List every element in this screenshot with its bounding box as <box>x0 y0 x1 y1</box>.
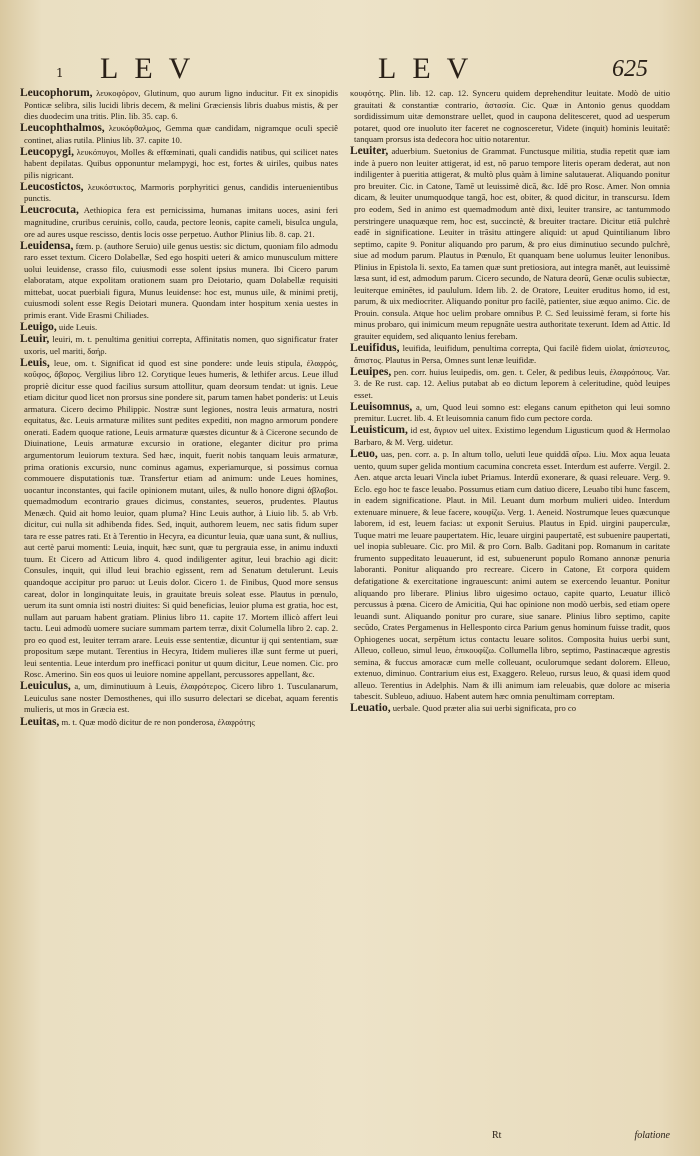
entry-headword: Leuifidus, <box>350 342 400 355</box>
entry-headword: Leuiculus, <box>20 680 71 693</box>
entry-headword: Leuo, <box>350 447 378 460</box>
page-footer <box>350 1130 670 1146</box>
dictionary-entry <box>350 402 670 425</box>
dictionary-entry <box>20 358 338 681</box>
entry-headword: Leucopygi, <box>20 145 74 158</box>
entry-text: fœm. p. (authore Seruio) uile genus uestis: sic dictum, quoniam filo admodu raro esset textum. Cicero Dolabellæ, Sed ego hospiti ueteri & amico munusculum mittere uolui leuidense, crasso filo, cuiusmodi esse solent ipsius munera. Ibi Cicero parum elaboratam, atque expolitam orationem suam pro Deiotario, quam Dolabellæ requisiti mittebat, uocat puerbiali figura, Munus leuidense: hoc est, munus uile, & minimi pretij, cuiusmodi solent esse Regis Deiotari munera. Quondam inter hospitum xenia uestes in primis erant. Vide Erasmi Chiliades. <box>24 240 338 320</box>
running-header <box>0 52 700 92</box>
entry-headword: Leucophorum, <box>20 87 93 99</box>
entry-text: λευκοφόρον, Glutinum, quo aurum ligno inducitur. Fit ex sinopidis Ponticæ selibra, silis lucidi libris decem, & melini Græciensis libris duabus mistis, & per dies duodecim una tritis. Plin. lib. 35. cap. 6. <box>24 88 338 122</box>
right-column <box>350 88 670 716</box>
dictionary-entry <box>20 717 338 729</box>
entry-text: uerbale. Quod præter alia sui uerbi significata, pro co <box>392 703 577 714</box>
catchword: folatione <box>634 1130 670 1141</box>
dictionary-entry <box>350 343 670 366</box>
entry-headword: Leuidensa, <box>20 239 74 252</box>
entry-text: a, um, diminutiuum à Leuis, ἐλαφρότερος. Cicero libro 1. Tusculanarum, Leuiculus sane noster Demosthenes, qui illo susurro delectari se dicebat, aquam ferentis mulieris, ut mos in Græcia est. <box>24 681 339 715</box>
entry-headword: Leuipes, <box>350 365 392 378</box>
dictionary-entry <box>350 425 670 448</box>
dictionary-entry <box>20 182 338 205</box>
entry-text: id est, ἄγριον uel uitex. Existimo legendum Ligusticum quod & Hermolao Barbaro, & M. Verg. uidetur. <box>354 425 670 447</box>
header-left-mark: 1 <box>56 66 64 80</box>
dictionary-entry <box>20 123 338 146</box>
dictionary-entry <box>20 334 338 357</box>
dictionary-entry <box>20 241 338 322</box>
entry-headword: Leucophthalmos, <box>20 122 105 135</box>
entry-text: pen. corr. huius leuipedis, om. gen. t. Celer, & pedibus leuis, ἐλαφρόπους. Var. 3. de Re rust. cap. 12. Aelius putabat ab eo dictum leporem à celeritudine, quòd leuipes esset. <box>354 366 670 400</box>
entry-headword: Leuisomnus, <box>350 400 413 413</box>
header-left-title: LEV <box>100 52 207 85</box>
dictionary-entry <box>350 703 670 715</box>
dictionary-entry <box>20 147 338 182</box>
entry-text: m. t. Quæ modò dicitur de re non ponderosa, ἐλαφρότης <box>61 716 255 727</box>
dictionary-entry <box>350 367 670 402</box>
page-number: 625 <box>612 56 648 82</box>
entry-text: uide Leuis. <box>58 321 98 332</box>
dictionary-entry <box>20 322 338 334</box>
entry-headword: Leuatio, <box>350 702 391 715</box>
header-right-title: LEV <box>378 52 485 85</box>
entry-text: aduerbium. Suetonius de Grammat. Functusque militia, studia repetit quæ iam inde à puero non leuiter attigerat, id est, nō paruo tempore literis operam dederat, aut non indiligenter à pueritia attigerat, & multò plus quàm à limine salutauerat. Aliquando ponitur pro breuiter. Cic. in Catone, Tamē ut leuissimè dicā, &c. Idē pro Rosc. Amer. Non omnia dicam, & leuiter unumquodque tangā, hoc est, obiter, & quod dicitur, in transcursu. Idem pro eodem, Sed in animo est quemadmodum antè dixi, leuiter transire, ac tantummodo perstringere unaquæque rem, hoc est, succinctè, & breuiter tractare. Dicitur etiā pulchrè eadē in significatione. Leuiter in trāsitu attingere aliquid: ut apud Quintilianum libro septimo, capite 9. Ponitur aliquando pro parum, & pro eius diminutiuo secundo pulchrè, siue ad modum parum. Plautus in Pœnulo, Et quanquam bene uolumus leuiter lenonibus. Plinius in Epistola li. sexto, Ea tamen quæ sunt pretiosiora, aut integra manēt, aut leuissimè læsa sunt, id est, admodum parum. Cicero secundo, de Natura deorū, Genæ oculis subiectæ, leuiterque eminētes, id paululum. Idem lib. 2. de Oratore, Leuiter eruditus homo, id est, parum, & uix mediocriter. Aliquando ponitur pro facilè, patienter, siue æquo animo. Cic. de Prouin. consula. Atque hoc uelim probare omnibus P. C. Sed leuissimè feram, si forte his minus probaro, qui inimicum meum repugnāte uestra authoritate texerunt. Idem ad Attic. Id grauiter equidem, sed aliquanto lenius ferebam. <box>354 146 670 341</box>
entry-headword: Leucrocuta, <box>20 204 79 217</box>
entry-headword: Leuis, <box>20 356 50 369</box>
entry-text: Aethiopica fera est pernicissima, humanas imitans uoces, asini feri magnitudine, cruribus ceruinis, collo, cauda, pectore leonis, capite cameli, bisulca ungula, ore ad aures usque rescisso, dentis locis osse perpetuo. Author Plinius lib. 8. cap. 21. <box>24 205 338 239</box>
entry-text: leuiri, m. t. penultima genitiui correpta, Affinitatis nomen, quo significatur frater uxoris, uel mariti, δαήρ. <box>24 333 338 356</box>
entry-text: λευκόπυγοι, Molles & effœminati, quali candidis natibus, qui scilicet nates habent depilatas. Quibus opponuntur melampygi, hoc est, fortes & uiriles, quibus nates pilis nigricant. <box>24 146 338 180</box>
dictionary-entry <box>20 681 338 716</box>
entry-text: uas, pen. corr. a. p. In altum tollo, ueluti leue quiddā αἴρω. Liu. Mox aqua leuata uento, quum super gelida montium cacumina concreta esset. Interdum est auferre. Vergil. 2. Aen. atque arcta leuari Vincla iubet Priamus. Interdū exonerare, & quasi releuare. Verg. 9. Eclo. ego hoc te fasce leuabo. Possumus etiam cum datiuo dicere, Leuabo tibi hunc fascem, in eadem significatione. Plaut. in Mil. Leuant dum morbum mulieri uideo. Interdum extenuare minuere, & leue facere, κουφίζω. Verg. 1. Aeneid. Nostrumque leues quæcunque laborem, id est, leuem facias: ut exponit Seruius. Plautus in Epid. uirgini pauperculæ, Tuque matri me leuare paupertatem. Hic, leuare uirgini paupertatē, est subuenire paupertati, uel inopia subleuare. Cic. pro Mil. & pro Corn. Balb. Gaditani pop. Romanum in caritate frumento suppeditato leuauerunt, id est, subuenerunt populo Romano annonæ penuria laboranti. Ponitur aliquando pro recreare. Cicero in Catone, Et corpora quidem defatigatione & exercitatione ingrauescunt: animi autem se exercendo leuantur. Ponitur aliquando pro liberare. Plinius libro uigesimo octauo, capite quarto, Leuatur illicò percussus à pœna. Cicero de Amicitia, Qui hac opinione non modò uerbis, sed etiam opere leuandi sunt. Aliquando ponitur pro curare, siue sanare. Plinius libro septimo, capite secūdo, Crates Pergamenus in Hellesponto circa Parium genus hominum fuisse tradit, quos Ophiogenes uocat, serpētum ictus contactu leuare solitos. Composita huius uerbi sunt, Alleuo, colleuo, simul leuo, ἐπικουφίζω. Collumella libro, septimo, Pastinacæque agrestis semina, & fuccus amoracæ cum melle colleuant, oculorumque sedant dolorem. Elleuo, extenuo, diminuo. Contrarium eius est, Exaggero. Releuo, rursus leuo, & quasi idem quod alleuo. Terentius in Adelphis. Nam & illi animum iam releuabis, quæ dolore ac miseria tabescit. Subleuo, adiuuo. Habent autem hæc omnia penultimam correptam. <box>354 448 670 702</box>
entry-text: leue, om. t. Significat id quod est sine pondere: unde leuis stipula, ἐλαφρός, κοῦφος, ἄβαρος. Vergilius libro 12. Corytique leues humeris, & lethifer arcus. Leue illud propriè dicitur esse quod facilius sursum attollitur, quam deorsum tendat: ut ignis. Leue etiam dicitur quod licet non prorsus sine pondere sit, parum tamen habet ponderis: ut Leuis armatura. Cicero decimo Philippic. Nostræ sunt legiones, nostra leuis armatura, nostri equitatus, &c. Leuis armaturæ milites sunt pedites expediti, non magno armorum pondere onerati. Eadem quoque ratione, Leuis armaturæ quæstes dicuntur & à Cicerone secundo de Diuinatione, Leuis armaturæ excursio in oratione, eleganter dicitur pro prima argumentorum leuiorum textura. Sed hæc, inquit, fuerit nobis tanquam leuis armaturæ, prima orationis excursio, nunc cominus agamus, experiamurque, si possimus cornua commouere disputationis tuæ. Transfertur etiam ad animum: unde Leues homines, uocantur inconstantes, qui facile opinionem mutant, uiles, & nullo honore digni ἀβλαβοι. quemadmodum econtrario graues dicimus, constantes, seueros, prudentes. Plautus Menæch. Quid ait homo leuior, quam pluma? Hinc Leuis author, à Liuio lib. 5. ab Vrb. dicitur, cui nulla sit adhibenda fides. Sed, inquit, authorem leuem, nec satis fidum super tara re esse patres rati. Et à Terentio in Hecyra, ea dicuntur leuia, quæ uana sunt, & nullius, aut certè parui momenti: Leuia, inquit, hæc sunt, quæ tu pergrauia esse, in animu induxti tuum. Et Cicero ad Atticum libro 4. quod indiligenter agitur, leui brachio agi dicit: Consules, inquit, qui illud leui brachio egissent, rem ad Senatum detulerunt. Leuis quandoque accipitur pro paruo: ut Leuis dolor. Cicero 1. de Finibus, Quod more sensus careat, dolor in longinquitate leuis, in grauitate breuis soleat esse. Plautus in pœnulo, uerum ita sunt omnia isti nostri diuites: Si quid beneficias, leuior pluma est gratia, hoc est, nullam aut paruam habent gratiam. Plinius libro 11. capite 17. Mortem illicò affert leui tactu. Leui admodù uomere suciare summam partem terræ, dixit Columella libro 2. cap. 2. pro eo quod est, leuiter terram arare. Leuis esse sententiæ, dicuntur ij qui sententiam, suæ propositum sæpe mutant. Terentius in Hecyra, Itidem mulieres illæ sunt ferme ut pueri, leui sententia. Leue interdum pro inefficaci ponitur ut quum dicitur, Leue nomen. Cic. pro Rosc. Amerino. Sin eos quos ui leuiore nomine appellant, percussores appellant, &c. <box>24 357 338 680</box>
dictionary-entry <box>350 146 670 342</box>
entry-text: a, um, Quod leui somno est: elegans canum epitheton qui leui somno premitur. Lucret. lib. 4. Et leuisomnia canum fido cum pectore corda. <box>354 401 670 424</box>
entry-text: leuifida, leuifidum, penultima correpta, Qui facilè fidem uiolat, ἀπίστευτος, ἄπιστος. Plautus in Persa, Omnes sunt lenæ leuifidæ. <box>354 343 670 365</box>
entry-headword: Leuiter, <box>350 145 389 158</box>
dictionary-entry <box>350 88 670 146</box>
dictionary-entry <box>350 449 670 703</box>
entry-headword: Leuitas, <box>20 715 60 728</box>
entry-text: λευκόφθαλμος, Gemma quæ candidam, nigramque oculi speciê continet, alias rutila. Plinius lib. 37. capite 10. <box>24 123 338 145</box>
signature-mark: Rt <box>492 1130 502 1141</box>
left-column <box>20 88 338 729</box>
dictionary-entry <box>20 205 338 240</box>
entry-headword: Leuisticum, <box>350 424 408 437</box>
entry-text: κουφότης. Plin. lib. 12. cap. 12. Synceru quidem deprehenditur leuitate. Modò de uitio grauitati & constantiæ contrario, ἀστασία. Cic. Quæ in Antonio genus quoddam sordidissimum uitæ demonstrare uellet, quod in caupona delitesceret, quod ad uesperum potaret, quod ore inuoluto iter faceret ne cognosceretur, Videte (inquit) hominis leuitatē: tanquam prorsus ista dedecora hoc uitio notarentur. <box>350 88 670 145</box>
entry-text: λευκόστικτος, Marmoris porphyritici genus, candidis interuenientibus punctis. <box>24 181 338 204</box>
entry-headword: Leuir, <box>20 332 50 345</box>
entry-headword: Leuigo, <box>20 320 57 333</box>
dictionary-entry <box>20 88 338 123</box>
entry-headword: Leucostictos, <box>20 180 84 193</box>
